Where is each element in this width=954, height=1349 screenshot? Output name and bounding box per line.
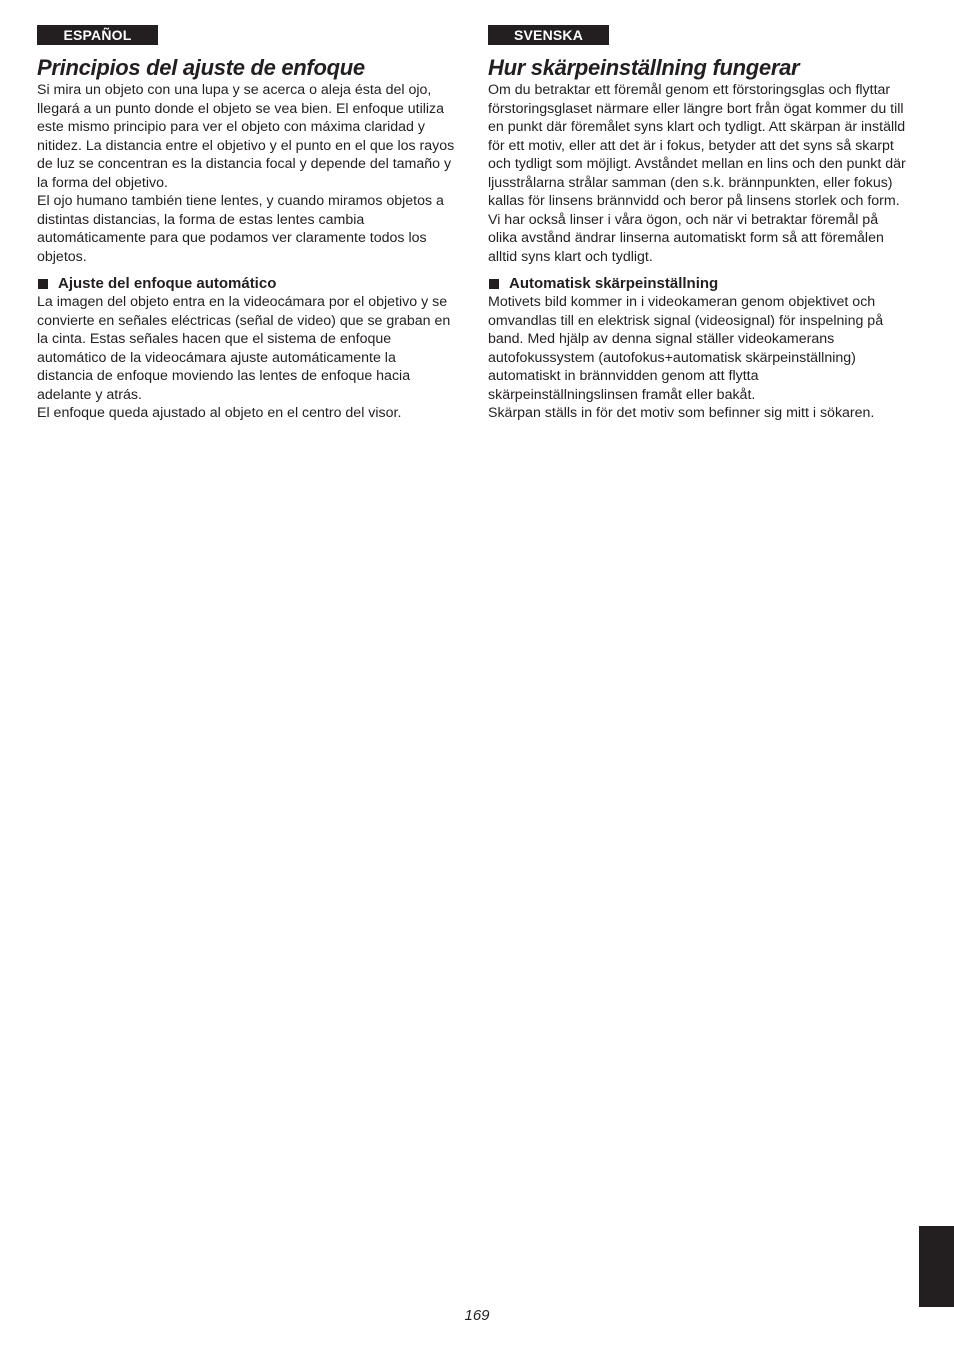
section-title-spanish: Principios del ajuste de enfoque: [37, 55, 365, 80]
language-tag-spanish: ESPAÑOL: [37, 25, 158, 45]
bullet-square-icon: [489, 279, 499, 289]
paragraph-3-spanish: La imagen del objeto entra en la videocámara por el objetivo y se convierte en señales eléctricas (señal de video) que se graban en la cinta. Estas señales hacen que el sistema de enfoque automático de la videocámara ajuste automáticamente la distancia de enfoque moviendo las lentes de enfoque hacia adelante y atrás.: [37, 294, 451, 403]
subheading-swedish: [488, 274, 908, 293]
paragraph-3-swedish: Motivets bild kommer in i videokameran genom objektivet och omvandlas till en elektrisk signal (videosignal) för inspelning på band. Med hjälp av denna signal ställer videokamerans autofokussystem (autofokus+automatisk skärpeinställning) automatiskt in brännvidden genom att flytta skärpeinställningslinsen framåt eller bakåt.: [488, 294, 884, 403]
paragraph-2-swedish: Vi har också linser i våra ögon, och när vi betraktar föremål på olika avstånd ändrar linserna automatiskt form så att föremålen alltid syns klart och tydligt.: [488, 211, 884, 265]
paragraph-1-swedish: Om du betraktar ett föremål genom ett förstoringsglas och flyttar förstoringsglaset närmare eller längre bort från ögat kommer du till en punkt där föremålet syns klart och tydligt. Att skärpan är inställd för ett motiv, eller att det är i fokus, betyder att det syns så skarpt och tydligt som möjligt. Avståndet mellan en lins och den punkt där ljusstrålarna strålar samman (den s.k. brännpunkten, eller fokus) kallas för linsens brännvidd och beror på linsens storlek och form.: [488, 82, 906, 209]
subheading-text-swedish: Automatisk skärpeinställning: [509, 275, 719, 292]
spanish-column: [37, 25, 455, 423]
language-tag-swedish: SVENSKA: [488, 25, 609, 45]
paragraph-2-spanish: El ojo humano también tiene lentes, y cuando miramos objetos a distintas distancias, la forma de estas lentes cambia automáticamente para que podamos ver claramente todos los objetos.: [37, 193, 444, 265]
swedish-column: [488, 25, 908, 423]
page-edge-tab: [919, 1226, 954, 1307]
paragraph-1-spanish: Si mira un objeto con una lupa y se acerca o aleja ésta del ojo, llegará a un punto donde el objeto se vea bien. El enfoque utiliza este mismo principio para ver el objeto con máxima claridad y nitidez. La distancia entre el objetivo y el punto en el que los rayos de luz se concentran es la distancia focal y depende del tamaño y la forma del objetivo.: [37, 82, 455, 191]
paragraph-4-spanish: El enfoque queda ajustado al objeto en el centro del visor.: [37, 405, 402, 421]
page-number: 169: [464, 1307, 490, 1324]
subheading-text-spanish: Ajuste del enfoque automático: [58, 275, 277, 292]
subheading-spanish: [37, 274, 455, 293]
bullet-square-icon: [38, 279, 48, 289]
paragraph-4-swedish: Skärpan ställs in för det motiv som befinner sig mitt i sökaren.: [488, 405, 875, 421]
section-title-swedish: Hur skärpeinställning fungerar: [488, 55, 800, 80]
